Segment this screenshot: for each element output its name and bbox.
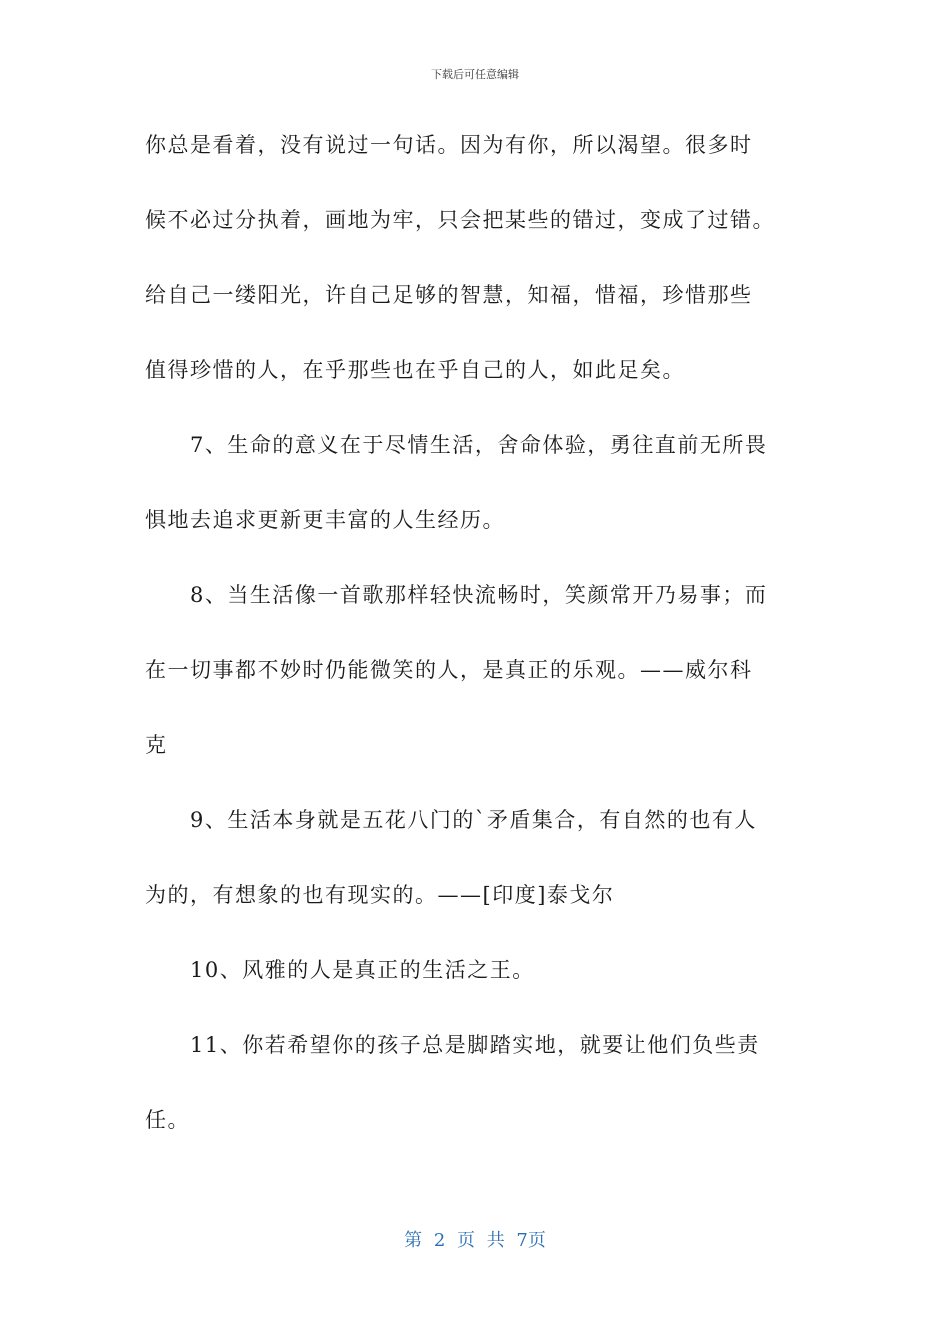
text-line: 8、当生活像一首歌那样轻快流畅时，笑颜常开乃易事；而 (190, 583, 768, 607)
text-line: 在一切事都不妙时仍能微笑的人，是真正的乐观。——威尔科 (145, 658, 753, 682)
text-line: 为的，有想象的也有现实的。——[印度]泰戈尔 (145, 883, 615, 907)
text-line: 任。 (145, 1108, 190, 1132)
text-line: 10、风雅的人是真正的生活之王。 (190, 958, 535, 982)
page-footer: 第 2 页 共 7页 (404, 1230, 546, 1251)
text-line: 值得珍惜的人，在乎那些也在乎自己的人，如此足矣。 (145, 358, 685, 382)
text-line: 7、生命的意义在于尽情生活，舍命体验，勇往直前无所畏 (190, 433, 768, 457)
text-line: 9、生活本身就是五花八门的`矛盾集合，有自然的也有人 (190, 808, 757, 832)
document-body (145, 108, 810, 1158)
text-line: 11、你若希望你的孩子总是脚踏实地，就要让他们负些责 (190, 1033, 760, 1057)
text-line: 惧地去追求更新更丰富的人生经历。 (145, 508, 505, 532)
text-line: 克 (145, 733, 168, 757)
page-header: 下载后可任意编辑 (431, 68, 519, 81)
text-line: 你总是看着，没有说过一句话。因为有你，所以渴望。很多时 (145, 133, 753, 157)
text-line: 给自己一缕阳光，许自己足够的智慧，知福，惜福，珍惜那些 (145, 283, 753, 307)
text-line: 候不必过分执着，画地为牢，只会把某些的错过，变成了过错。 (145, 208, 775, 232)
